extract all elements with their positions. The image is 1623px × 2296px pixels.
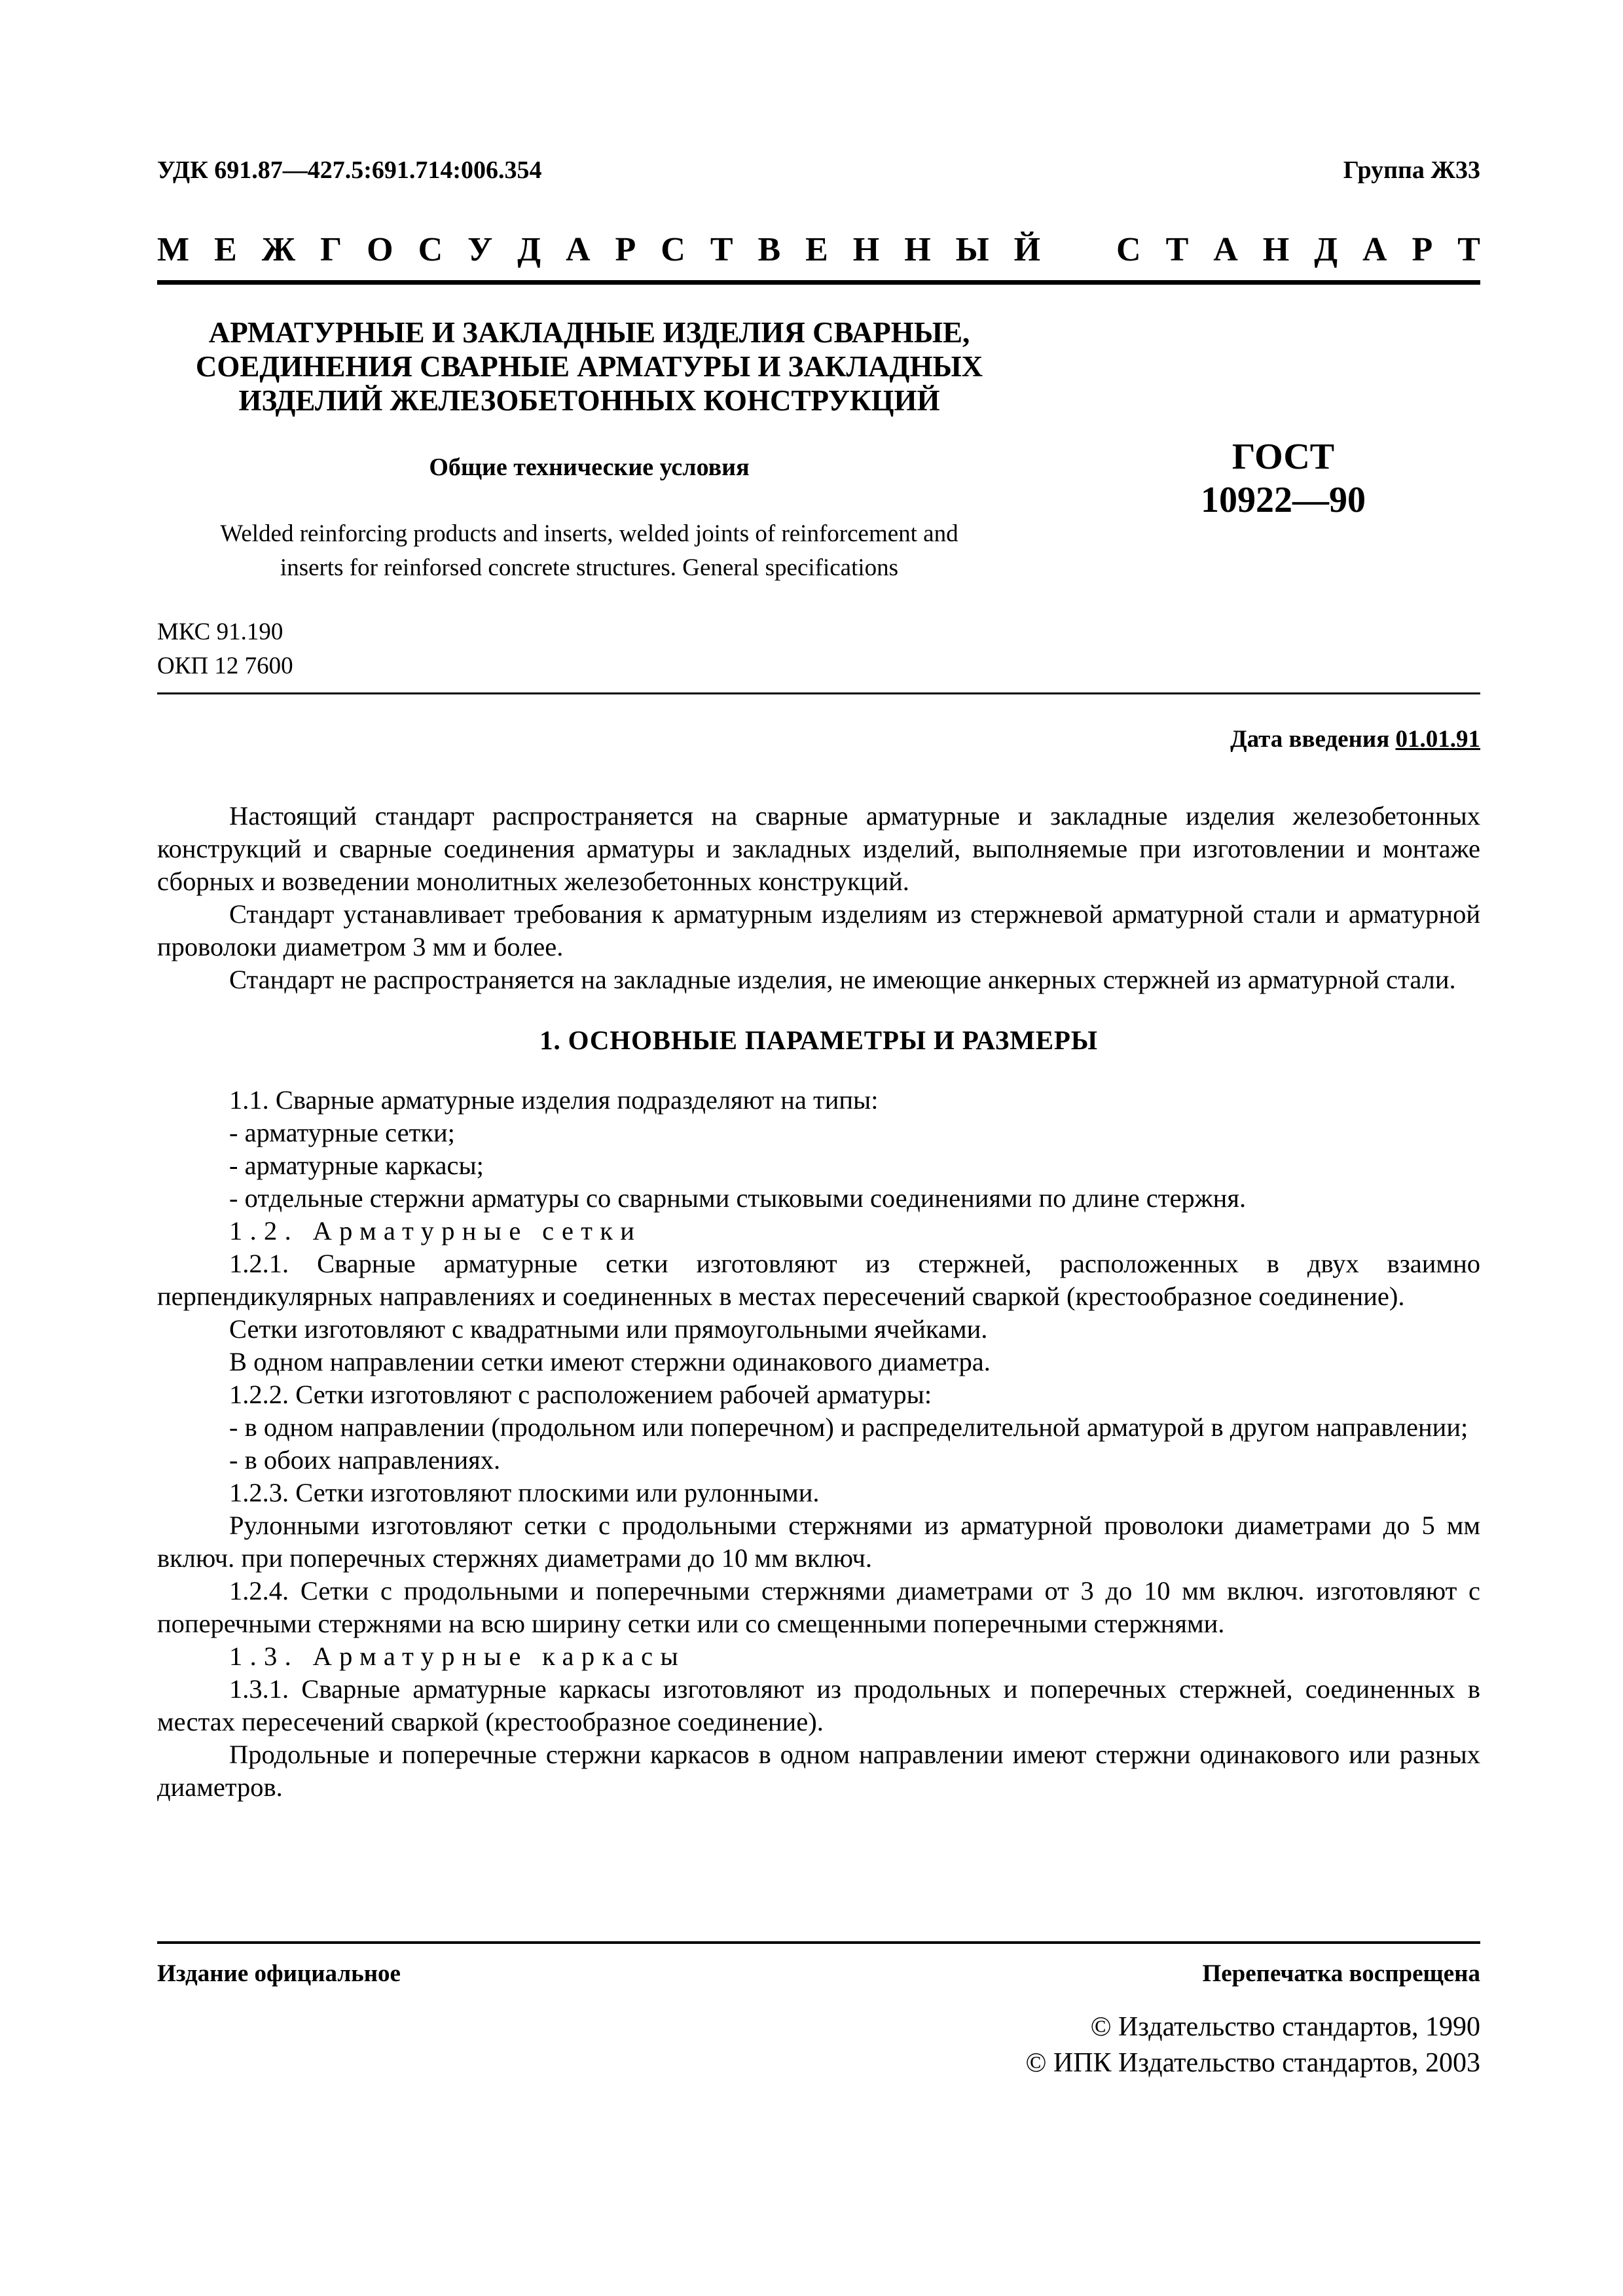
gost-label: ГОСТ <box>1231 437 1335 477</box>
clause: 1.2.3. Сетки изготовляют плоскими или рулонными. <box>229 1478 820 1507</box>
clause: 1.2.2. Сетки изготовляют с расположением рабочей арматуры: <box>229 1380 932 1409</box>
banner-letter: Т <box>1165 231 1189 268</box>
banner-letter: Н <box>852 231 880 268</box>
title-line: СОЕДИНЕНИЯ СВАРНЫЕ АРМАТУРЫ И ЗАКЛАДНЫХ <box>195 350 983 383</box>
okp-code: ОКП 12 7600 <box>157 653 293 679</box>
banner-letter: А <box>566 231 591 268</box>
banner-letter: Р <box>1412 231 1433 268</box>
clause: Продольные и поперечные стержни каркасов в одном направлении имеют стержни одинакового или разных диаметров. <box>157 1740 1480 1802</box>
introduction-date <box>1230 725 1480 753</box>
body-paragraph: Стандарт не распространяется на закладные изделия, не имеющие анкерных стержней из арматурной стали. <box>229 965 1456 994</box>
title-line: ИЗДЕЛИЙ ЖЕЛЕЗОБЕТОННЫХ КОНСТРУКЦИЙ <box>238 384 940 417</box>
list-item: - в обоих направлениях. <box>229 1445 501 1475</box>
subsection-heading: 1.3. Арматурные каркасы <box>229 1641 686 1671</box>
clause: Сетки изготовляют с квадратными или прямоугольными ячейками. <box>229 1314 988 1344</box>
banner-letter: В <box>757 231 781 268</box>
banner-letter: Г <box>320 231 342 268</box>
banner-letter: Р <box>615 231 636 268</box>
gost-code: 10922—90 <box>1201 480 1366 520</box>
clause: В одном направлении сетки имеют стержни одинакового диаметра. <box>229 1347 991 1376</box>
banner-letter: С <box>418 231 443 268</box>
banner-letter: О <box>367 231 393 268</box>
document-title <box>157 315 1021 418</box>
document-subtitle: Общие технические условия <box>429 454 750 481</box>
banner-letter: С <box>661 231 685 268</box>
group-code: Группа Ж33 <box>1343 156 1480 184</box>
banner-letter: А <box>1362 231 1387 268</box>
section-heading: 1. ОСНОВНЫЕ ПАРАМЕТРЫ И РАЗМЕРЫ <box>539 1025 1098 1055</box>
copyright-line: © ИПК Издательство стандартов, 2003 <box>1025 2048 1480 2078</box>
copyright-block <box>1025 2009 1480 2081</box>
clause: 1.1. Сварные арматурные изделия подразделяют на типы: <box>229 1085 879 1115</box>
subsection-heading: 1.2. Арматурные сетки <box>229 1216 642 1246</box>
banner-letter: Ы <box>955 231 989 268</box>
banner-gap <box>1065 230 1091 269</box>
clause: Рулонными изготовляют сетки с продольными стержнями из арматурной проволоки диаметрами до 5 мм включ. при поперечных стержнях диаметрами до 10 мм включ. <box>157 1511 1480 1573</box>
english-title-line: Welded reinforcing products and inserts, welded joints of reinforcement and <box>220 520 958 547</box>
english-title-line: inserts for reinforsed concrete structures. General specifications <box>280 554 899 581</box>
classification-codes <box>157 615 293 683</box>
english-title <box>157 517 1021 585</box>
mks-code: МКС 91.190 <box>157 619 283 645</box>
banner-letter: А <box>1213 231 1238 268</box>
body-paragraph: Стандарт устанавливает требования к арматурным изделиям из стержневой арматурной стали и арматурной проволоки диаметром 3 мм и более. <box>157 899 1480 961</box>
intro-date-value: 01.01.91 <box>1395 726 1480 753</box>
list-item: - арматурные каркасы; <box>229 1151 484 1180</box>
official-edition: Издание официальное <box>157 1960 401 1987</box>
footer-rule <box>157 1941 1480 1944</box>
intro-date-label: Дата введения <box>1230 726 1390 753</box>
banner-letter: Ж <box>261 231 296 268</box>
document-body <box>157 800 1480 1804</box>
copyright-line: © Издательство стандартов, 1990 <box>1090 2012 1480 2042</box>
banner-letter: С <box>1116 231 1141 268</box>
list-item: - отдельные стержни арматуры со сварными стыковыми соединениями по длине стержня. <box>229 1183 1247 1213</box>
gost-number <box>1074 435 1493 522</box>
clause: 1.2.4. Сетки с продольными и поперечными стержнями диаметрами от 3 до 10 мм включ. изготовляют с поперечными стержнями на всю ширину сетки или со смещенными поперечными стержнями. <box>157 1576 1480 1638</box>
standard-banner <box>157 230 1480 269</box>
udk-code: УДК 691.87—427.5:691.714:006.354 <box>157 156 542 184</box>
title-line: АРМАТУРНЫЕ И ЗАКЛАДНЫЕ ИЗДЕЛИЯ СВАРНЫЕ, <box>208 316 970 349</box>
banner-letter: Т <box>710 231 733 268</box>
banner-letter: У <box>467 231 493 268</box>
banner-letter: Е <box>214 231 237 268</box>
header-rule <box>157 692 1480 694</box>
clause: 1.2.1. Сварные арматурные сетки изготовляют из стержней, расположенных в двух взаимно перпендикулярных направлениях и соединенных в местах пересечений сваркой (крестообразное соединение). <box>157 1249 1480 1311</box>
banner-rule <box>157 280 1480 285</box>
list-item: - в одном направлении (продольном или поперечном) и распределительной арматурой в другом направлении; <box>229 1412 1468 1442</box>
clause: 1.3.1. Сварные арматурные каркасы изготовляют из продольных и поперечных стержней, соединенных в местах пересечений сваркой (крестообразное соединение). <box>157 1674 1480 1736</box>
banner-letter: М <box>157 231 190 268</box>
banner-letter: Н <box>1262 231 1290 268</box>
reprint-notice: Перепечатка воспрещена <box>1202 1960 1480 1987</box>
list-item: - арматурные сетки; <box>229 1118 455 1147</box>
banner-letter: Д <box>1314 231 1338 268</box>
banner-letter: Й <box>1013 231 1041 268</box>
body-paragraph: Настоящий стандарт распространяется на сварные арматурные и закладные изделия железобетонных конструкций и сварные соединения арматуры и закладных изделий, выполняемые при изготовлении и монтаже сборных и возведении монолитных железобетонных конструкций. <box>157 801 1480 896</box>
banner-letter: Д <box>517 231 541 268</box>
banner-letter: Т <box>1457 231 1480 268</box>
banner-letter: Н <box>904 231 931 268</box>
banner-letter: Е <box>805 231 828 268</box>
